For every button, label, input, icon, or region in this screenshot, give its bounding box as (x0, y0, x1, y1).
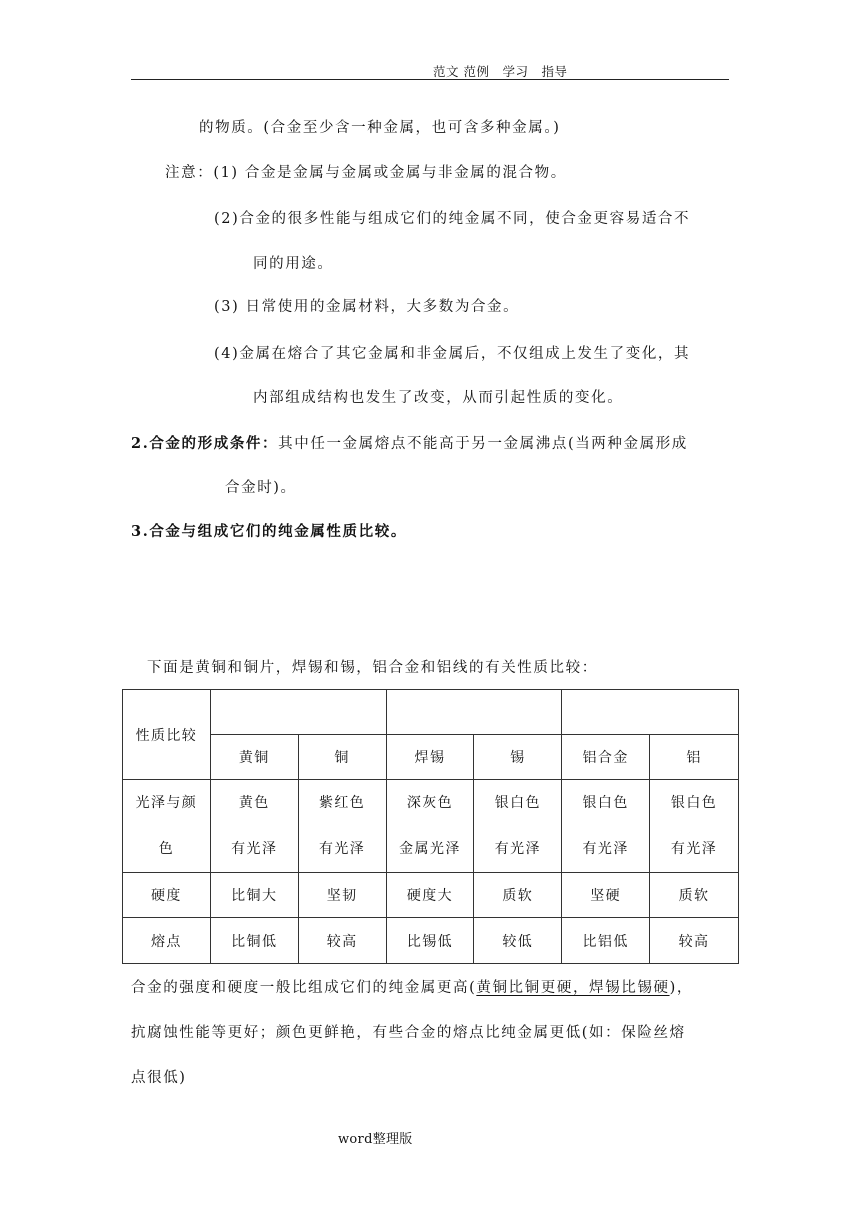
cell-luster: 有光泽 (231, 841, 278, 857)
table-cell (562, 780, 650, 873)
note-block (165, 163, 567, 183)
table-cell (298, 780, 386, 873)
cell-color: 紫红色 (319, 795, 366, 811)
row-label-gloss (123, 780, 211, 873)
column-header: 焊锡 (386, 735, 474, 780)
note-3: (3) 日常使用的金属材料，大多数为合金。 (214, 299, 520, 315)
header-divider (131, 79, 729, 80)
group-cell-aluminum (562, 690, 739, 735)
table-cell: 质软 (474, 873, 562, 918)
table-row-gloss (123, 780, 739, 873)
table-cell: 较高 (650, 918, 739, 964)
note-2a: (2)合金的很多性能与组成它们的纯金属不同，使合金更容易适合不 (214, 211, 691, 227)
table-cell (210, 780, 298, 873)
table-row-melting (123, 918, 739, 964)
header-text: 范文 范例 学习 指导 (433, 64, 568, 79)
note-2b: 同的用途。 (253, 256, 334, 272)
table-cell: 坚韧 (298, 873, 386, 918)
table-row-hardness (123, 873, 739, 918)
table-cell: 质软 (650, 873, 739, 918)
column-header: 铝合金 (562, 735, 650, 780)
cell-luster: 金属光泽 (399, 841, 461, 857)
table-cell: 较高 (298, 918, 386, 964)
note-4b: 内部组成结构也发生了改变，从而引起性质的变化。 (253, 390, 624, 406)
table-cell: 比锡低 (386, 918, 474, 964)
table-cell: 比铜低 (210, 918, 298, 964)
row-label-melting: 熔点 (123, 918, 211, 964)
table-cell: 较低 (474, 918, 562, 964)
cell-luster: 有光泽 (494, 841, 541, 857)
table-cell: 比铜大 (210, 873, 298, 918)
row-label-line: 色 (158, 841, 175, 857)
section-2 (131, 434, 688, 454)
table-cell: 比铝低 (562, 918, 650, 964)
conclusion-line-2: 抗腐蚀性能等更好；颜色更鲜艳，有些合金的熔点比纯金属更低(如：保险丝熔 (131, 1025, 686, 1041)
cell-color: 深灰色 (406, 795, 454, 811)
note-4a: (4)金属在熔合了其它金属和非金属后，不仅组成上发生了变化，其 (214, 346, 691, 362)
section-2-title: 2.合金的形成条件： (131, 435, 279, 452)
intro-line: 的物质。(合金至少含一种金属，也可含多种金属。) (199, 120, 561, 136)
page-footer: word整理版 (338, 1132, 413, 1147)
table-intro: 下面是黄铜和铜片，焊锡和锡，铝合金和铝线的有关性质比较： (147, 660, 598, 676)
group-cell-solder (386, 690, 562, 735)
conclusion-text: 合金的强度和硬度一般比组成它们的纯金属更高( (131, 980, 477, 996)
table-cell (474, 780, 562, 873)
cell-luster: 有光泽 (670, 841, 718, 857)
section-2-continuation: 合金时)。 (225, 480, 297, 496)
conclusion-line-1 (131, 978, 693, 998)
cell-luster: 有光泽 (319, 841, 366, 857)
row-label-hardness: 硬度 (123, 873, 211, 918)
column-header: 锡 (474, 735, 562, 780)
column-header: 铜 (298, 735, 386, 780)
table-header-row (123, 735, 739, 780)
section-2-text: 其中任一金属熔点不能高于另一金属沸点(当两种金属形成 (278, 436, 688, 452)
conclusion-underlined: 黄铜比铜更硬，焊锡比锡硬 (476, 980, 670, 996)
row-label-line: 光泽与颜 (135, 795, 198, 811)
column-header: 铝 (650, 735, 739, 780)
comparison-table (122, 689, 739, 964)
cell-color: 银白色 (670, 795, 718, 811)
cell-color: 银白色 (582, 795, 629, 811)
table-cell: 硬度大 (386, 873, 474, 918)
cell-luster: 有光泽 (582, 841, 629, 857)
table-corner-cell: 性质比较 (123, 690, 211, 780)
column-header: 黄铜 (210, 735, 298, 780)
group-cell-brass (210, 690, 386, 735)
table-cell (386, 780, 474, 873)
note-label: 注意： (165, 165, 214, 181)
conclusion-line-3: 点很低) (131, 1070, 187, 1086)
table-cell: 坚硬 (562, 873, 650, 918)
note-1: (1) 合金是金属与金属或金属与非金属的混合物。 (213, 165, 567, 181)
section-3-title: 3.合金与组成它们的纯金属性质比较。 (131, 523, 407, 540)
cell-color: 黄色 (238, 795, 270, 811)
conclusion-text: )， (669, 980, 693, 996)
table-group-row (123, 690, 739, 735)
cell-color: 银白色 (494, 795, 541, 811)
table-cell (650, 780, 739, 873)
